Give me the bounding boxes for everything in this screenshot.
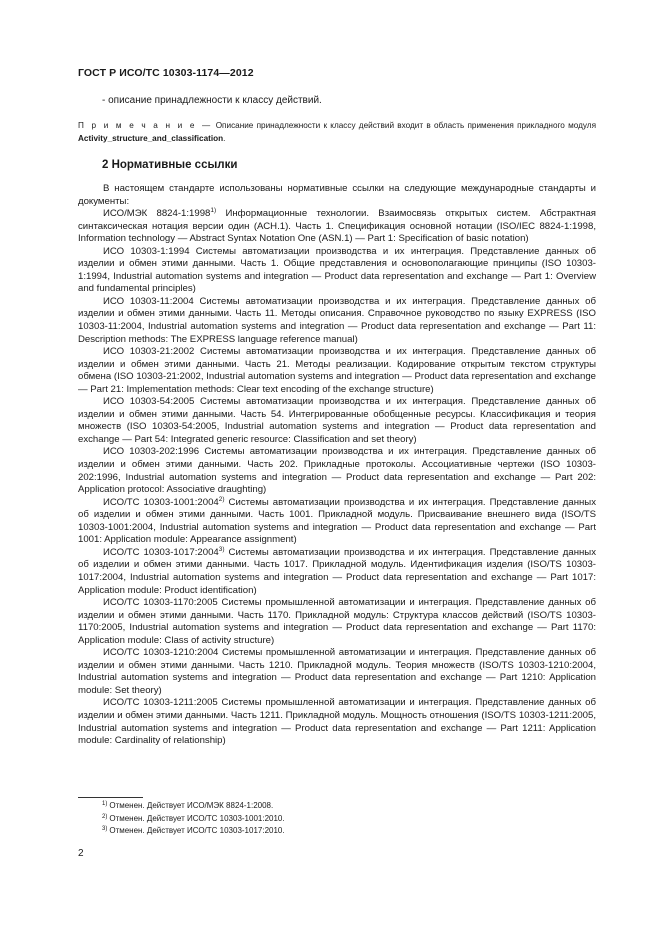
note-label: П р и м е ч а н и е —	[78, 121, 213, 130]
reference-code: ИСО/ТС 10303-1017:2004	[103, 546, 219, 558]
reference-code: ИСО/ТС 10303-1001:2004	[103, 496, 219, 508]
reference-text: Системы промышленной автоматизации и интеграция. Представление данных об изделии и обмен этими данными. Часть 1210. Прикладной модуль. Теория множеств (ISO/TS 10303-1210:2004, Industrial automation systems and integration — Product data representation and exchange — Part 1210: Application module: Set theory)	[78, 647, 596, 696]
footnote	[102, 813, 285, 826]
section-intro: В настоящем стандарте использованы нормативные ссылки на следующие международные стандарты и документы:	[78, 183, 596, 207]
reference-item	[78, 246, 596, 296]
footnote-marker: 3)	[218, 545, 225, 553]
footnote-text: Отменен. Действует ИСО/ТС 10303-1001:2010.	[109, 813, 285, 823]
reference-text: Системы автоматизации производства и их интеграция. Представление данных об изделии и обмен этими данными. Часть 1017. Прикладной модуль. Идентификация изделия (ISO/TS 10303-1017:2004, Industrial automation systems and integration — Product data representation and exchange — Part 1017: Application module: Product identification)	[78, 546, 596, 596]
reference-item	[78, 497, 596, 547]
note-module-name: Activity_structure_and_classification	[78, 133, 224, 143]
reference-text: Системы автоматизации производства и их интеграция. Представление данных об изделии и обмен этими данными. Часть 11. Методы описания. Справочное руководство по языку EXPRESS (ISO 10303-11:2004, Industrial automation systems and integration — Product data representation and exchange — Part 11: Description methods: The EXPRESS language reference manual)	[78, 295, 596, 345]
reference-item	[78, 697, 596, 747]
reference-code: ИСО/ТС 10303-1211:2005	[103, 697, 218, 709]
note-text: Описание принадлежности к классу действий входит в область применения прикладного модуля	[212, 121, 597, 130]
reference-code: ИСО 10303-21:2002	[103, 346, 195, 358]
footnote-marker: 1)	[210, 207, 217, 215]
reference-text: Системы автоматизации производства и их интеграция. Представление данных об изделии и обмен этими данными. Часть 1001. Прикладной модуль. Присваивание внешнего вида (ISO/TS 10303-1001:2004, Industrial automation systems and integration — Product data representation and exchange — Part 1001: Application module: Appearance assignment)	[78, 496, 596, 546]
reference-text: Системы промышленной автоматизации и интеграция. Представление данных об изделии и обмен этими данными. Часть 1170. Прикладной модуль: Структура классов действий (ISO/TS 10303-1170:2005, Industrial automation systems and integration — Product data representation and exchange — Part 1170: Application module: Class of activity structure)	[78, 597, 596, 646]
list-item: - описание принадлежности к классу действий.	[102, 95, 322, 106]
reference-code: ИСО/ТС 10303-1170:2005	[103, 597, 218, 609]
reference-code: ИСО/ТС 10303-1210:2004	[103, 647, 219, 659]
reference-item	[78, 446, 596, 496]
reference-text: Системы автоматизации производства и их интеграция. Представление данных об изделии и обмен этими данными. Часть 21. Методы реализации. Кодирование открытым текстом структуры обмена (ISO 10303-21:2002, Industrial automation systems and integration — Product data representation and exchange — Part 21: Implementation methods: Clear text encoding of the exchange structure)	[78, 346, 596, 395]
reference-text: Системы автоматизации производства и их интеграция. Представление данных об изделии и обмен этими данными. Часть 202. Прикладные протоколы. Ассоциативные чертежи (ISO 10303-202:1996, Industrial automation systems and integration — Product data representation and exchange — Part 202: Application protocol: Associative draughting)	[78, 446, 596, 496]
footnote-mark: 2)	[102, 813, 108, 820]
section-body	[78, 183, 596, 748]
footnotes	[102, 800, 285, 838]
footnote	[102, 800, 285, 813]
running-header: ГОСТ Р ИСО/ТС 10303-1174—2012	[78, 67, 254, 79]
note-end: .	[223, 133, 226, 143]
footnote-text: Отменен. Действует ИСО/МЭК 8824-1:2008.	[109, 801, 274, 810]
note-paragraph	[78, 120, 596, 145]
footnote-separator	[78, 797, 143, 798]
reference-item	[78, 396, 596, 446]
reference-code: ИСО 10303-202:1996	[103, 446, 200, 458]
footnote-text: Отменен. Действует ИСО/ТС 10303-1017:2010.	[109, 826, 285, 835]
footnote	[102, 825, 285, 838]
page-number: 2	[78, 848, 84, 859]
reference-item	[78, 647, 596, 697]
reference-item	[78, 547, 596, 597]
reference-text: Системы автоматизации производства и их интеграция. Представление данных об изделии и обмен этими данными. Часть 54. Интегрированные обобщенные ресурсы. Классификация и теория множеств (ISO 10303-54:2005, Industrial automation systems and integration — Product data representation and exchange — Part 54: Integrated generic resource: Classification and set theory)	[78, 396, 596, 445]
reference-item	[78, 597, 596, 647]
reference-text: Системы промышленной автоматизации и интеграция. Представление данных об изделии и обмен этими данными. Часть 1211. Прикладной модуль. Мощность отношения (ISO/TS 10303-1211:2005, Industrial automation systems and integration — Product data representation and exchange — Part 1211: Application module: Cardinality of relationship)	[78, 697, 596, 747]
footnote-marker: 2)	[218, 495, 225, 503]
section-heading: 2 Нормативные ссылки	[102, 159, 238, 171]
footnote-mark: 1)	[102, 801, 108, 807]
reference-item	[78, 296, 596, 346]
reference-text: Информационные технологии. Взаимосвязь открытых систем. Абстрактная синтаксическая нотация версии один (АСН.1). Часть 1. Спецификация основной нотации (ISO/IEC 8824-1:1998, Information technology — Abstract Syntax Notation One (ASN.1) — Part 1: Specification of basic notation)	[78, 208, 596, 245]
reference-code: ИСО/МЭК 8824-1:1998	[103, 208, 211, 220]
reference-item	[78, 208, 596, 246]
reference-text: Системы автоматизации производства и их интеграция. Представление данных об изделии и обмен этими данными. Часть 1. Общие представления и основополагающие принципы (ISO 10303-1:1994, Industrial automation systems and integration — Product data representation and exchange — Part 1: Overview and fundamental principles)	[78, 245, 596, 295]
reference-code: ИСО 10303-11:2004	[103, 295, 194, 307]
reference-item	[78, 346, 596, 396]
reference-code: ИСО 10303-1:1994	[103, 245, 190, 257]
reference-code: ИСО 10303-54:2005	[103, 396, 195, 408]
footnote-mark: 3)	[102, 826, 108, 832]
